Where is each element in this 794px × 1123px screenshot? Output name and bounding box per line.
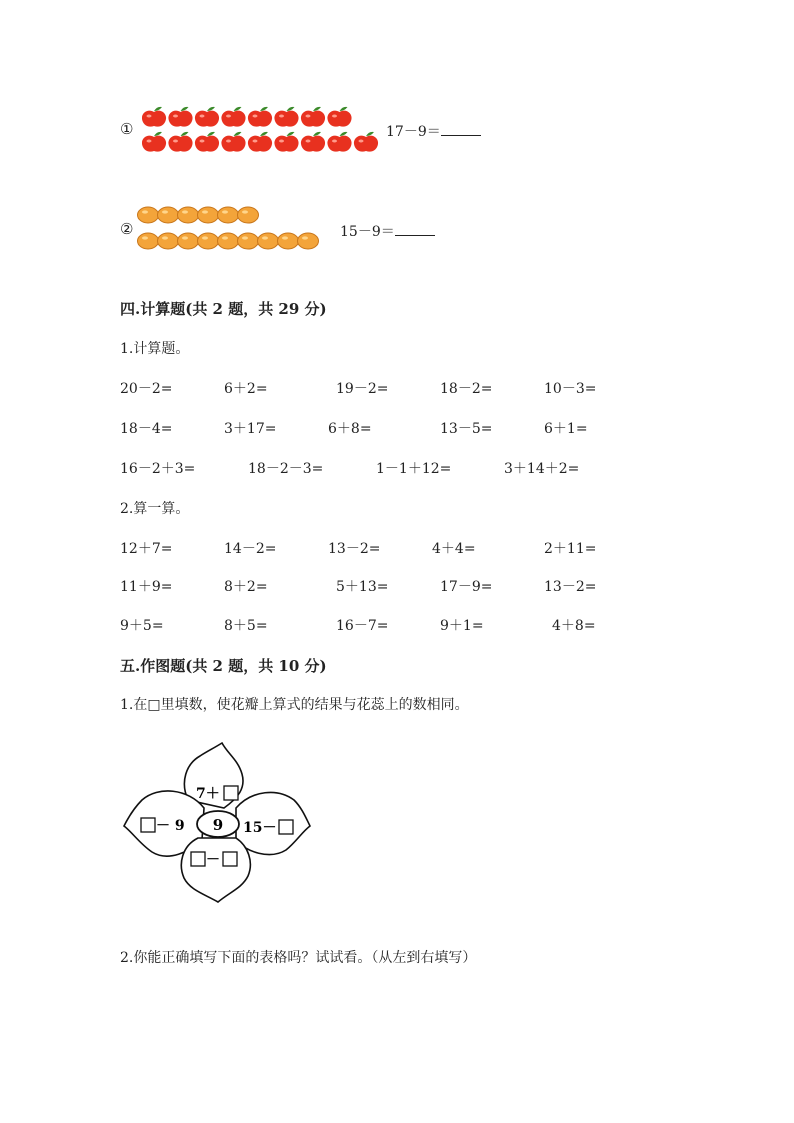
exercise: 13－2= [328, 541, 381, 557]
apple-icon [168, 107, 192, 127]
orange-icon [258, 233, 279, 249]
section-4-title: 四.计算题(共 2 题，共 29 分) [120, 300, 327, 318]
orange-icon [238, 207, 259, 223]
orange-icon [198, 207, 219, 223]
exercise: 17－9= [440, 579, 493, 595]
exercise: 20－2= [120, 381, 173, 397]
orange-icon [198, 233, 219, 249]
orange-icon [218, 233, 239, 249]
exercise: 3＋14＋2= [504, 461, 580, 477]
blank-box[interactable] [279, 820, 293, 834]
orange-icon [238, 233, 259, 249]
exercise: 10－3= [544, 381, 597, 397]
apple-icon [221, 107, 245, 127]
exercise: 4＋4= [432, 541, 476, 557]
apple-icon [301, 132, 325, 152]
blank-box[interactable] [191, 852, 205, 866]
apple-icon [301, 107, 325, 127]
exercise: 6＋2= [224, 381, 268, 397]
exercise: 13－5= [440, 421, 493, 437]
apple-icon [248, 107, 272, 127]
blank-box[interactable] [224, 786, 238, 800]
orange-icon [158, 233, 179, 249]
petal-top-text: 7＋ [196, 786, 220, 802]
exercise: 8＋2= [224, 579, 268, 595]
petal-bottom [181, 838, 250, 902]
exercise: 2＋11= [544, 541, 597, 557]
orange-icon [298, 233, 319, 249]
section-5-title: 五.作图题(共 2 题，共 10 分) [120, 657, 327, 675]
apple-icon [354, 132, 378, 152]
orange-icon [178, 233, 199, 249]
center-number: 9 [212, 816, 224, 834]
exercise: 1－1＋12= [376, 461, 452, 477]
apple-icon [274, 132, 298, 152]
petal-bottom-text: － [206, 852, 220, 868]
exercise: 18－4= [120, 421, 173, 437]
exercise: 11＋9= [120, 579, 173, 595]
apple-icon [327, 132, 351, 152]
orange-icon [158, 207, 179, 223]
exercise: 16－7= [336, 618, 389, 634]
exercise: 4＋8= [552, 618, 596, 634]
question-label: 1.在□里填数，使花瓣上算式的结果与花蕊上的数相同。 [120, 697, 469, 713]
apple-icon [221, 132, 245, 152]
blank-box[interactable] [141, 818, 155, 832]
exercise: 16－2＋3= [120, 461, 196, 477]
question-label: 2.你能正确填写下面的表格吗？试试看。（从左到右填写） [120, 950, 477, 966]
exercise: 19－2= [336, 381, 389, 397]
exercise: 5＋13= [336, 579, 389, 595]
exercise: 9＋1= [440, 618, 484, 634]
problem-number: ① [120, 120, 134, 138]
apple-icon [142, 107, 166, 127]
equation: 17－9＝ [386, 121, 481, 141]
blank-box[interactable] [223, 852, 237, 866]
apple-icon [248, 132, 272, 152]
apple-icon [142, 132, 166, 152]
exercise: 12＋7= [120, 541, 173, 557]
petal-left-text: － 9 [156, 818, 185, 834]
apple-icon [168, 132, 192, 152]
orange-icon [178, 207, 199, 223]
flower-diagram [118, 742, 318, 904]
question-label: 2.算一算。 [120, 501, 190, 517]
apple-icon [274, 107, 298, 127]
answer-blank[interactable] [441, 121, 481, 136]
orange-icon [138, 233, 159, 249]
exercise: 9＋5= [120, 618, 164, 634]
exercise: 6＋8= [328, 421, 372, 437]
exercise: 8＋5= [224, 618, 268, 634]
orange-icon [218, 207, 239, 223]
apple-icon [195, 107, 219, 127]
equation: 15－9＝ [340, 221, 435, 241]
petal-right-text: 15－ [243, 820, 277, 836]
exercise: 3＋17= [224, 421, 277, 437]
exercise: 18－2－3= [248, 461, 324, 477]
exercise: 18－2= [440, 381, 493, 397]
exercise: 13－2= [544, 579, 597, 595]
exercise: 6＋1= [544, 421, 588, 437]
apples-illustration [142, 104, 387, 156]
exercise: 14－2= [224, 541, 277, 557]
question-label: 1.计算题。 [120, 341, 190, 357]
apple-icon [327, 107, 351, 127]
answer-blank[interactable] [395, 221, 435, 236]
oranges-illustration [136, 204, 326, 252]
problem-number: ② [120, 220, 134, 238]
orange-icon [138, 207, 159, 223]
orange-icon [278, 233, 299, 249]
apple-icon [195, 132, 219, 152]
